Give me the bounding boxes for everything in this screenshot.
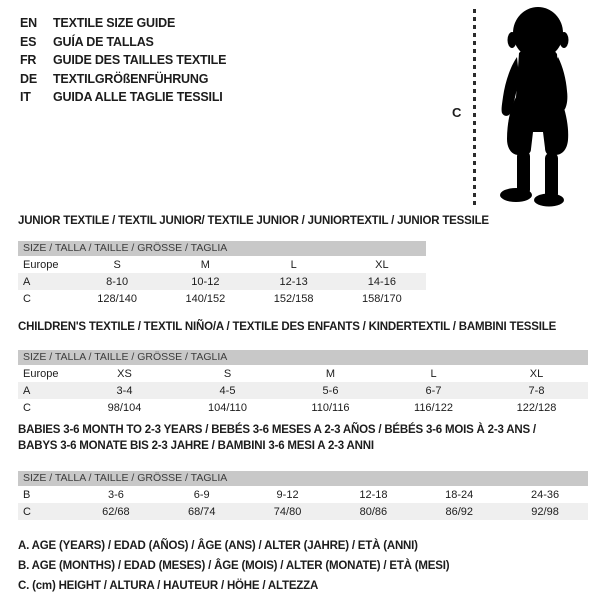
toddler-silhouette-icon — [486, 5, 590, 207]
size-cell: 5-6 — [322, 384, 339, 397]
lang-row-de — [20, 70, 226, 89]
lang-code: ES — [20, 34, 37, 49]
language-list — [20, 14, 226, 107]
babies-table-grid — [18, 486, 588, 520]
size-cell: S — [223, 367, 232, 380]
size-cell: 62/68 — [102, 505, 130, 518]
lang-row-es — [20, 33, 226, 52]
height-dotted-line — [473, 9, 476, 207]
legend-line-a: A. AGE (YEARS) / EDAD (AÑOS) / ÂGE (ANS) / ALTER (JAHRE) / ETÀ (ANNI) — [18, 540, 418, 552]
height-measure-label: C — [452, 105, 462, 120]
table-row — [18, 503, 588, 520]
size-header-band: SIZE / TALLA / TAILLE / GRÖSSE / TAGLIA — [18, 350, 588, 365]
table-row — [18, 382, 588, 399]
size-cell: 122/128 — [516, 401, 557, 414]
lang-label: TEXTILGRÖßENFÜHRUNG — [53, 71, 209, 86]
size-cell: 12-18 — [359, 488, 388, 501]
size-cell: 12-13 — [279, 275, 308, 288]
size-cell: 86/92 — [445, 505, 473, 518]
lang-code: FR — [20, 53, 37, 68]
size-header-band: SIZE / TALLA / TAILLE / GRÖSSE / TAGLIA — [18, 471, 588, 486]
size-cell: 8-10 — [106, 275, 129, 288]
size-cell: 9-12 — [276, 488, 299, 501]
size-cell: 98/104 — [107, 401, 142, 414]
size-cell: 128/140 — [97, 292, 137, 305]
table-row — [18, 399, 588, 416]
size-cell: 68/74 — [187, 505, 216, 518]
row-label: Europe — [23, 258, 59, 271]
table-row — [18, 290, 426, 307]
junior-table-grid — [18, 256, 426, 307]
lang-row-fr — [20, 51, 226, 70]
size-cell: 3-4 — [116, 384, 133, 397]
size-cell: 7-8 — [528, 384, 545, 397]
babies-table-title-line2: BABYS 3-6 MONATE BIS 2-3 JAHRE / BAMBINI 3-6 MESI A 2-3 ANNI — [18, 440, 374, 452]
lang-code: EN — [20, 16, 37, 31]
size-cell: 24-36 — [531, 488, 560, 501]
size-cell: 18-24 — [445, 488, 474, 501]
legend-line-c: C. (cm) HEIGHT / ALTURA / HAUTEUR / HÖHE / ALTEZZA — [18, 580, 319, 592]
children-table-grid — [18, 365, 588, 416]
size-cell: XL — [375, 258, 389, 271]
size-cell: 92/98 — [531, 505, 559, 518]
table-row — [18, 256, 426, 273]
lang-code: DE — [20, 71, 37, 86]
size-cell: 158/170 — [361, 292, 402, 305]
babies-table-title-line1: BABIES 3-6 MONTH TO 2-3 YEARS / BEBÉS 3-6 MESES A 2-3 AÑOS / BÉBÉS 3-6 MOIS À 2-3 ANS / — [18, 424, 536, 436]
junior-table-title: JUNIOR TEXTILE / TEXTIL JUNIOR/ TEXTILE JUNIOR / JUNIORTEXTIL / JUNIOR TESSILE — [18, 215, 489, 227]
babies-size-table — [18, 471, 588, 520]
size-cell: 74/80 — [273, 505, 302, 518]
table-row — [18, 365, 588, 382]
row-label: B — [23, 488, 31, 501]
size-cell: 3-6 — [107, 488, 124, 501]
size-cell: M — [200, 258, 210, 271]
lang-row-it — [20, 88, 226, 107]
size-cell: 14-16 — [367, 275, 396, 288]
junior-size-table — [18, 241, 426, 307]
lang-label: GUÍA DE TALLAS — [53, 34, 154, 49]
lang-code: IT — [20, 90, 31, 105]
lang-label: GUIDA ALLE TAGLIE TESSILI — [53, 90, 223, 105]
row-label: Europe — [23, 367, 59, 380]
size-cell: 140/152 — [185, 292, 226, 305]
size-cell: S — [113, 258, 121, 271]
size-cell: L — [430, 367, 437, 380]
size-cell: 4-5 — [219, 384, 236, 397]
size-cell: 110/116 — [311, 401, 350, 414]
children-table-title: CHILDREN'S TEXTILE / TEXTIL NIÑO/A / TEXTILE DES ENFANTS / KINDERTEXTIL / BAMBINI TESSILE — [18, 321, 557, 333]
children-size-table — [18, 350, 588, 416]
row-label: C — [23, 292, 31, 305]
lang-label: TEXTILE SIZE GUIDE — [53, 16, 176, 31]
row-label: C — [23, 505, 31, 518]
size-cell: XL — [529, 367, 544, 380]
size-cell: 6-9 — [193, 488, 210, 501]
size-cell: 104/110 — [208, 401, 247, 414]
size-cell: 6-7 — [425, 384, 442, 397]
size-cell: XS — [117, 367, 132, 380]
size-cell: 152/158 — [273, 292, 314, 305]
table-row — [18, 273, 426, 290]
lang-label: GUIDE DES TAILLES TEXTILE — [53, 53, 227, 68]
table-row — [18, 486, 588, 503]
legend-line-b: B. AGE (MONTHS) / EDAD (MESES) / ÂGE (MOIS) / ALTER (MONATE) / ETÀ (MESI) — [18, 560, 450, 572]
row-label: C — [23, 401, 31, 414]
size-cell: L — [290, 258, 297, 271]
row-label: A — [23, 275, 31, 288]
legend — [18, 536, 449, 596]
size-header-band: SIZE / TALLA / TAILLE / GRÖSSE / TAGLIA — [18, 241, 426, 256]
size-cell: 10-12 — [191, 275, 220, 288]
row-label: A — [23, 384, 31, 397]
size-cell: 80/86 — [359, 505, 388, 518]
size-cell: M — [325, 367, 336, 380]
lang-row-en — [20, 14, 226, 33]
size-cell: 116/122 — [414, 401, 453, 414]
